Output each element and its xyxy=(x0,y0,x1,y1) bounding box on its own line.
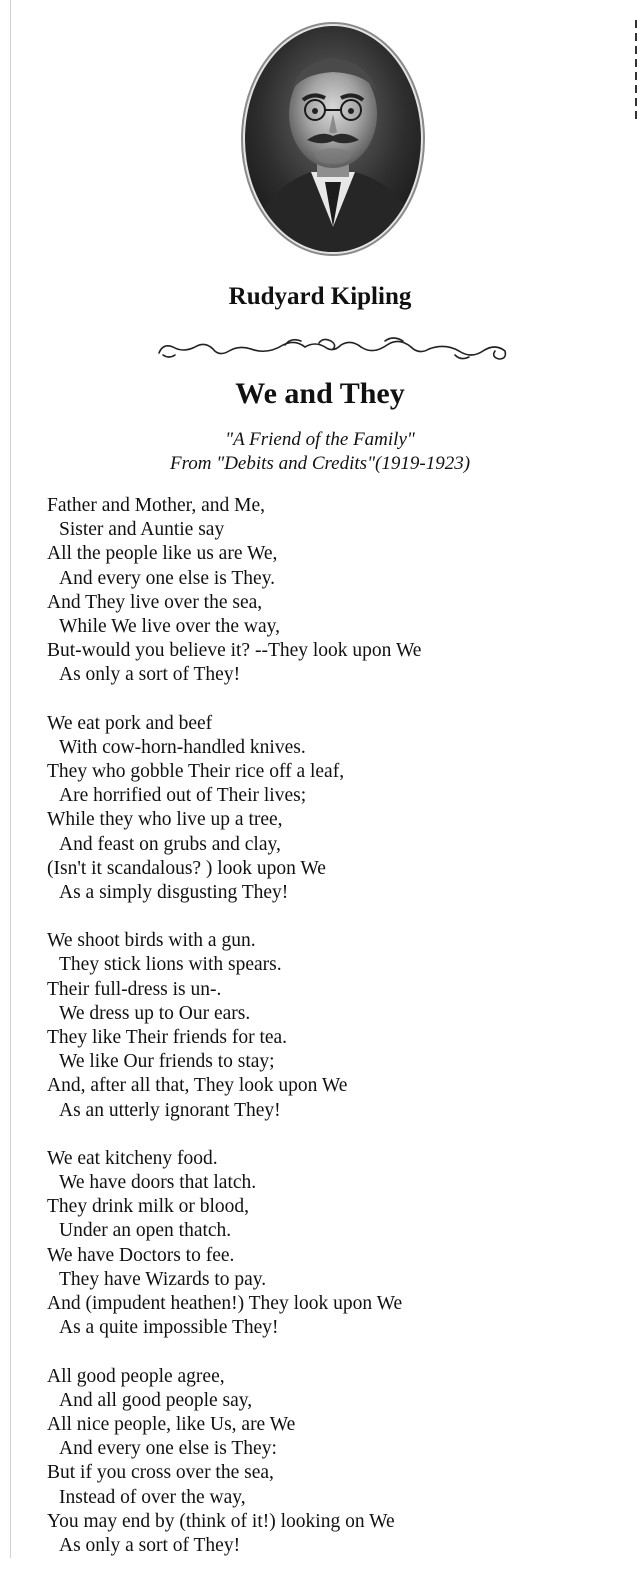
poem-line: While We live over the way, xyxy=(59,616,280,638)
poem-line: As a quite impossible They! xyxy=(59,1317,279,1339)
poem-line: We shoot birds with a gun. xyxy=(47,930,256,952)
author-portrait xyxy=(241,22,425,256)
stanza-4 xyxy=(47,1147,607,1341)
poem-line: But if you cross over the sea, xyxy=(47,1462,274,1484)
poem-line: Sister and Auntie say xyxy=(59,519,225,541)
poem-line: Are horrified out of Their lives; xyxy=(59,785,307,807)
poem-title: We and They xyxy=(235,377,405,410)
poem-line: Under an open thatch. xyxy=(59,1220,232,1242)
stanza-3 xyxy=(47,929,607,1123)
poem-line: And, after all that, They look upon We xyxy=(47,1075,348,1097)
poem-line: We eat pork and beef xyxy=(47,712,213,734)
decorative-divider xyxy=(155,333,511,367)
poem-line: You may end by (think of it!) looking on We xyxy=(47,1510,395,1532)
page-left-border xyxy=(10,0,11,1558)
poem-line: All the people like us are We, xyxy=(47,543,278,565)
poem-line: With cow-horn-handled knives. xyxy=(59,736,306,758)
poem-line: They like Their friends for tea. xyxy=(47,1027,288,1049)
scrollbar-marks xyxy=(635,20,638,124)
poem-line: And all good people say, xyxy=(59,1389,253,1411)
stanza-2 xyxy=(47,712,607,906)
poem-line: We have Doctors to fee. xyxy=(47,1244,235,1266)
poem-line: And They live over the sea, xyxy=(47,591,263,613)
stanza-1 xyxy=(47,494,607,688)
poem-line: Instead of over the way, xyxy=(59,1486,246,1508)
poem-line: They drink milk or blood, xyxy=(47,1196,250,1218)
poem-line: And every one else is They. xyxy=(59,567,276,589)
poem-line: They have Wizards to pay. xyxy=(59,1268,267,1290)
poem-line: All good people agree, xyxy=(47,1365,225,1387)
poem-subtitle xyxy=(0,428,640,476)
poem-line: But-would you believe it? --They look upon We xyxy=(47,640,422,662)
poem-line: And every one else is They: xyxy=(59,1438,277,1460)
poem-line: As an utterly ignorant They! xyxy=(59,1099,281,1121)
poem-line: And (impudent heathen!) They look upon We xyxy=(47,1293,403,1315)
poem-line: Their full-dress is un-. xyxy=(47,978,222,1000)
poem-line: Father and Mother, and Me, xyxy=(47,495,265,516)
poem-line: (Isn't it scandalous? ) look upon We xyxy=(47,857,326,879)
poem-line: As only a sort of They! xyxy=(59,664,241,686)
poem-line: We dress up to Our ears. xyxy=(59,1002,251,1024)
poem-line: As a simply disgusting They! xyxy=(59,882,289,904)
poem-line: All nice people, like Us, are We xyxy=(47,1413,296,1435)
stanza-5 xyxy=(47,1365,607,1559)
poem-body xyxy=(47,494,607,1582)
poem-line: We like Our friends to stay; xyxy=(59,1051,275,1073)
poem-line: They stick lions with spears. xyxy=(59,954,282,976)
poem-line: As only a sort of They! xyxy=(59,1534,241,1556)
author-name: Rudyard Kipling xyxy=(228,283,412,310)
poem-line: And feast on grubs and clay, xyxy=(59,833,281,855)
subtitle-line-2: From "Debits and Credits"(1919-1923) xyxy=(169,453,471,474)
subtitle-line-1: "A Friend of the Family" xyxy=(225,429,415,450)
poem-line: We eat kitcheny food. xyxy=(47,1147,218,1169)
poem-line: While they who live up a tree, xyxy=(47,809,283,831)
poem-line: They who gobble Their rice off a leaf, xyxy=(47,761,345,783)
poem-line: We have doors that latch. xyxy=(59,1172,257,1194)
